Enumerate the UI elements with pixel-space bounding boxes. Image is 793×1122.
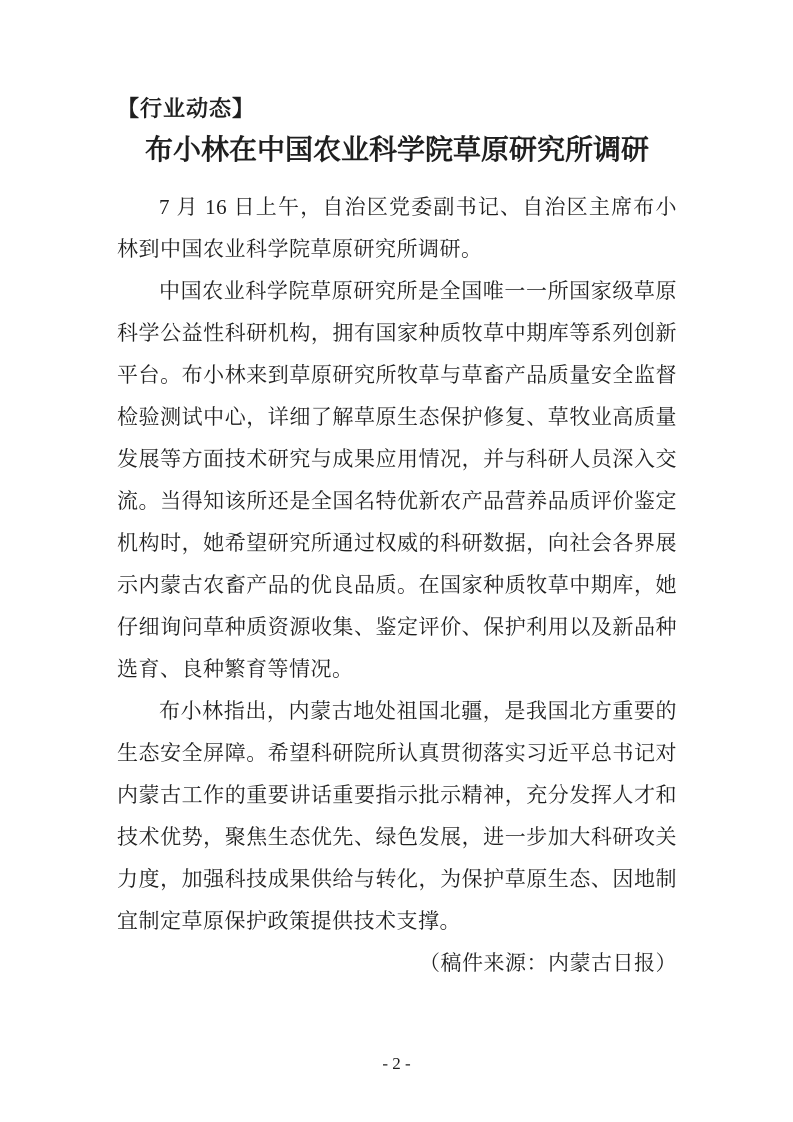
article-body: [117, 186, 677, 984]
paragraph: 7 月 16 日上午，自治区党委副书记、自治区主席布小林到中国农业科学院草原研究所调研。: [117, 195, 677, 261]
page-number: - 2 -: [382, 1054, 411, 1073]
source-line: （稿件来源：内蒙古日报）: [419, 951, 677, 975]
article-title: 布小林在中国农业科学院草原研究所调研: [144, 135, 649, 166]
paragraph: 中国农业科学院草原研究所是全国唯一一所国家级草原科学公益性科研机构，拥有国家种质牧草中期库等系列创新平台。布小林来到草原研究所牧草与草畜产品质量安全监督检验测试中心，详细了解草原生态保护修复、草牧业高质量发展等方面技术研究与成果应用情况，并与科研人员深入交流。当得知该所还是全国名特优新农产品营养品质评价鉴定机构时，她希望研究所通过权威的科研数据，向社会各界展示内蒙古农畜产品的优良品质。在国家种质牧草中期库，她仔细询问草种质资源收集、鉴定评价、保护利用以及新品种选育、良种繁育等情况。: [117, 279, 677, 681]
section-label: 【行业动态】: [117, 96, 256, 121]
paragraph: 布小林指出，内蒙古地处祖国北疆，是我国北方重要的生态安全屏障。希望科研院所认真贯彻落实习近平总书记对内蒙古工作的重要讲话重要指示批示精神，充分发挥人才和技术优势，聚焦生态优先、绿色发展，进一步加大科研攻关力度，加强科技成果供给与转化，为保护草原生态、因地制宜制定草原保护政策提供技术支撑。: [117, 699, 677, 933]
